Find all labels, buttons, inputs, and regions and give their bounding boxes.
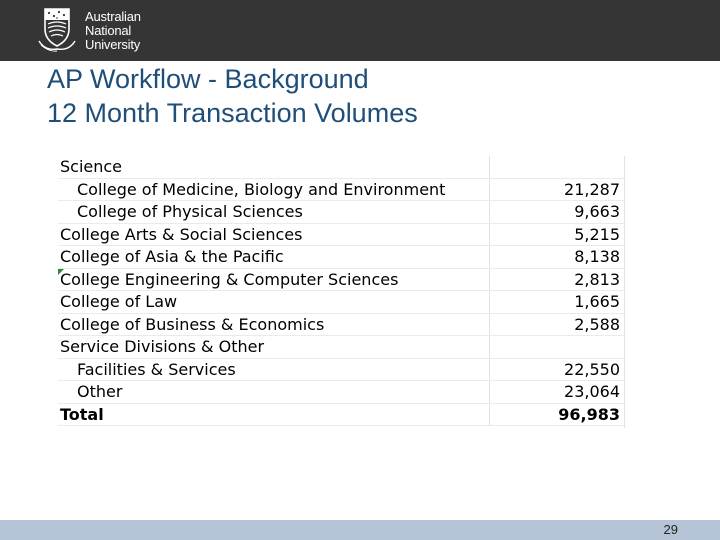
header-bar [0, 0, 720, 61]
row-label: College Arts & Social Sciences [58, 223, 489, 246]
table-row [58, 246, 624, 269]
row-value: 9,663 [489, 201, 624, 224]
row-label: Service Divisions & Other [58, 336, 489, 359]
row-label: College of Law [58, 291, 489, 314]
row-label: College of Physical Sciences [58, 201, 489, 224]
row-label: Other [58, 381, 489, 404]
row-label: College of Medicine, Biology and Environment [58, 178, 489, 201]
logo-line-2: National [85, 23, 132, 38]
slide-title-line-1: AP Workflow - Background [47, 64, 369, 94]
footer-bar [0, 520, 720, 540]
row-value: 21,287 [489, 178, 624, 201]
row-value: 8,138 [489, 246, 624, 269]
table-row [58, 178, 624, 201]
table-row [58, 223, 624, 246]
table-row [58, 381, 624, 404]
row-label: Science [58, 156, 489, 178]
logo-wordmark [85, 7, 141, 52]
row-value [489, 156, 624, 178]
table-row [58, 268, 624, 291]
table-row [58, 291, 624, 314]
table-row [58, 201, 624, 224]
slide-title [47, 62, 418, 130]
row-value: 5,215 [489, 223, 624, 246]
transaction-volume-table [58, 156, 625, 428]
row-value: 1,665 [489, 291, 624, 314]
row-label: Facilities & Services [58, 358, 489, 381]
row-label: College of Asia & the Pacific [58, 246, 489, 269]
row-value: 2,813 [489, 268, 624, 291]
cell-comment-marker-icon [58, 269, 64, 275]
row-value [489, 336, 624, 359]
table-row [58, 313, 624, 336]
row-label: College of Business & Economics [58, 313, 489, 336]
row-value: 22,550 [489, 358, 624, 381]
table-row [58, 336, 624, 359]
crest-icon [37, 7, 77, 53]
row-value: 23,064 [489, 381, 624, 404]
row-label: Total [58, 403, 489, 426]
slide-title-line-2: 12 Month Transaction Volumes [47, 98, 418, 128]
page-number: 29 [663, 522, 678, 537]
table-row [58, 403, 624, 426]
logo-line-1: Australian [85, 9, 141, 24]
row-label: College Engineering & Computer Sciences [58, 268, 489, 291]
row-value: 96,983 [489, 403, 624, 426]
university-logo [37, 7, 141, 53]
logo-line-3: University [85, 37, 141, 52]
table-row [58, 358, 624, 381]
table-row [58, 156, 624, 178]
row-value: 2,588 [489, 313, 624, 336]
